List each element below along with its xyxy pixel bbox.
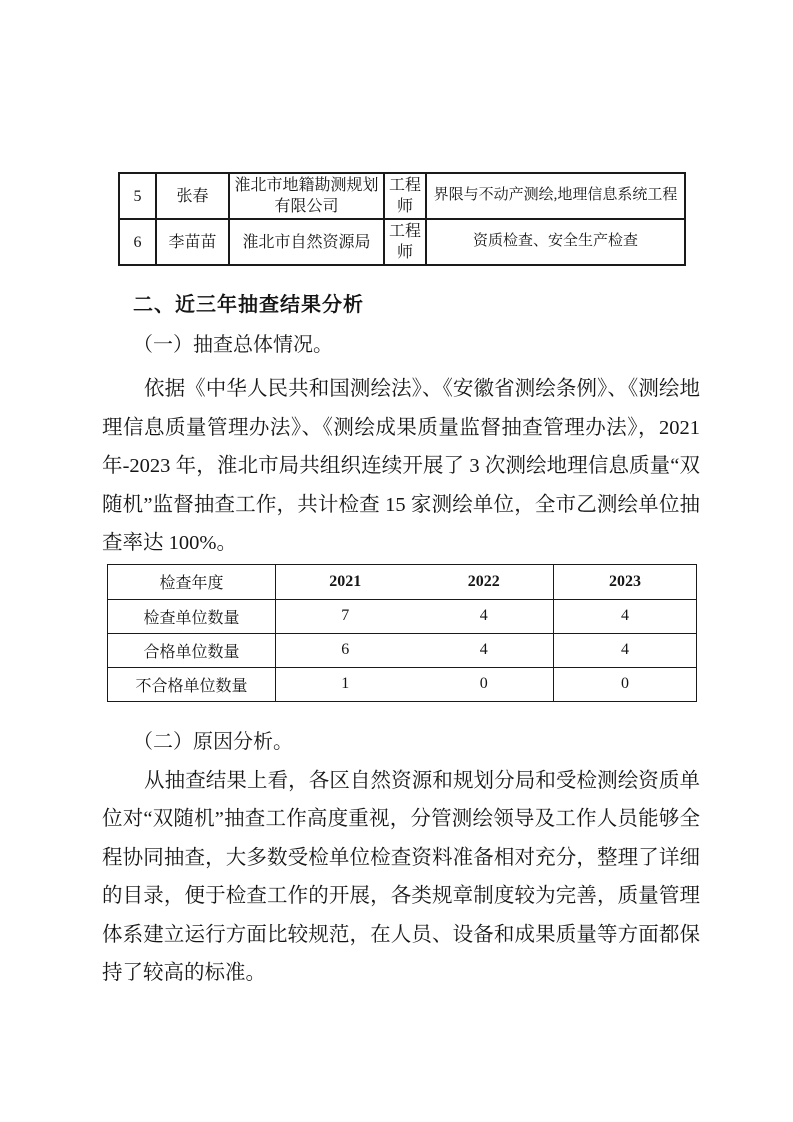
paragraph-overview: 依据《中华人民共和国测绘法》、《安徽省测绘条例》、《测绘地理信息质量管理办法》、《测绘成果质量监督抽查管理办法》，2021 年-2023 年，淮北市局共组织连续开展了 3 次测绘地理信息质量“双随机”监督抽查工作，共计检查 15 家测绘单位，全市乙测绘单位抽查率达 100%。	[102, 378, 700, 555]
personnel-index: 6	[119, 219, 156, 265]
personnel-index: 5	[119, 173, 156, 219]
personnel-title: 工程师	[384, 173, 426, 219]
subsection-heading-causes: （二）原因分析。	[133, 730, 293, 753]
stats-value: 4	[415, 599, 554, 633]
paragraph-analysis: 从抽查结果上看，各区自然资源和规划分局和受检测绘资质单位对“双随机”抽查工作高度重视，分管测绘领导及工作人员能够全程协同抽查，大多数受检单位检查资料准备相对充分，整理了详细的目录，便于检查工作的开展，各类规章制度较为完善，质量管理体系建立运行方面比较规范，在人员、设备和成果质量等方面都保持了较高的标准。	[102, 769, 700, 985]
personnel-title: 工程师	[384, 219, 426, 265]
stats-value: 0	[554, 667, 697, 701]
personnel-row-6	[119, 219, 685, 265]
page-content	[0, 172, 793, 993]
stats-value: 4	[554, 599, 697, 633]
stats-row-label: 不合格单位数量	[108, 667, 276, 701]
stats-header-2023: 2023	[554, 564, 697, 599]
stats-value: 1	[276, 667, 415, 701]
personnel-table	[118, 172, 686, 266]
section-heading: 二、近三年抽查结果分析	[133, 294, 364, 317]
stats-row-label: 合格单位数量	[108, 633, 276, 667]
personnel-org: 淮北市自然资源局	[229, 219, 384, 265]
stats-header-2022: 2022	[415, 564, 554, 599]
stats-table	[107, 564, 697, 702]
subsection-heading-overview: （一）抽查总体情况。	[133, 334, 333, 357]
personnel-scope: 资质检查、安全生产检查	[426, 219, 685, 265]
stats-header-row	[108, 564, 697, 599]
stats-header-label: 检查年度	[108, 564, 276, 599]
personnel-row-5	[119, 173, 685, 219]
personnel-name: 张春	[156, 173, 229, 219]
personnel-name: 李苗苗	[156, 219, 229, 265]
stats-value: 6	[276, 633, 415, 667]
stats-row-unqualified	[108, 667, 697, 701]
stats-value: 4	[554, 633, 697, 667]
personnel-scope: 界限与不动产测绘,地理信息系统工程	[426, 173, 685, 219]
stats-row-label: 检查单位数量	[108, 599, 276, 633]
personnel-org: 淮北市地籍勘测规划有限公司	[229, 173, 384, 219]
stats-value: 0	[415, 667, 554, 701]
stats-row-qualified	[108, 633, 697, 667]
stats-value: 7	[276, 599, 415, 633]
stats-row-inspected	[108, 599, 697, 633]
stats-value: 4	[415, 633, 554, 667]
stats-header-2021: 2021	[276, 564, 415, 599]
